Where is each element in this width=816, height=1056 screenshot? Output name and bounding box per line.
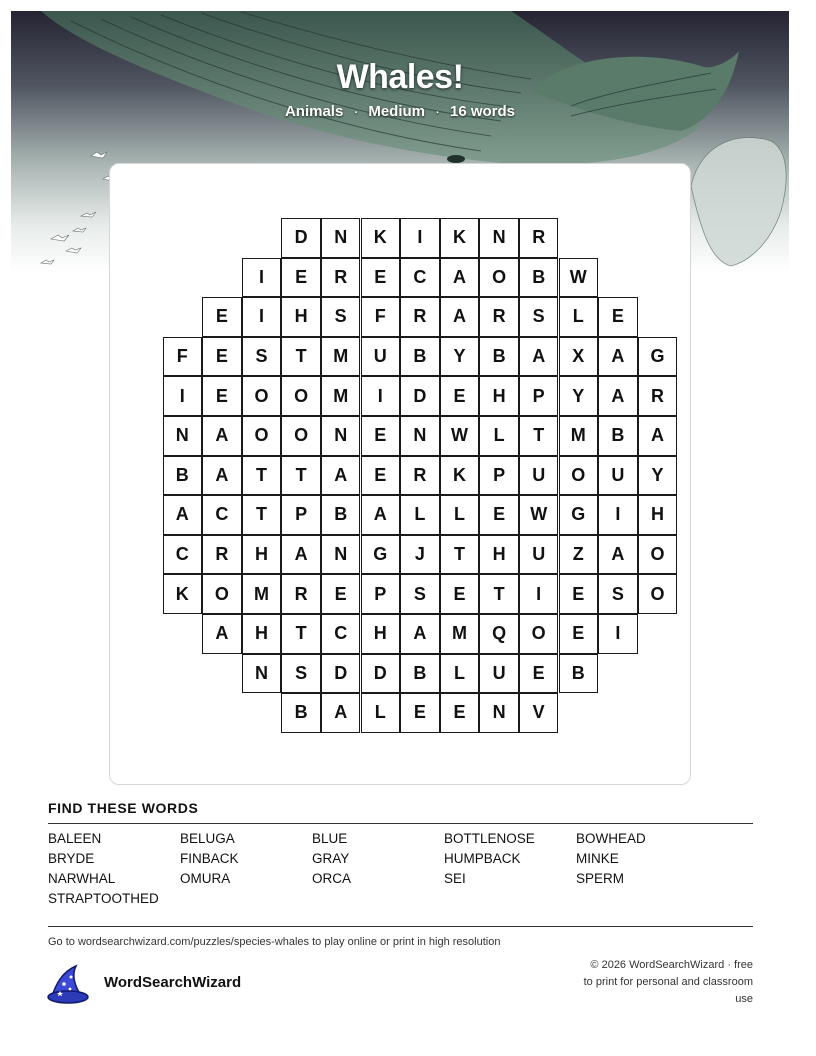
word-list-item: BOTTLENOSE (444, 831, 535, 846)
grid-cell: S (400, 574, 440, 614)
grid-cell: L (440, 654, 480, 694)
grid-cell: L (440, 495, 480, 535)
grid-cell: D (361, 654, 401, 694)
difficulty-label: Medium (368, 103, 425, 120)
grid-cell: B (281, 693, 321, 733)
grid-cell: H (361, 614, 401, 654)
grid-cell: E (598, 297, 638, 337)
grid-cell: B (598, 416, 638, 456)
grid-cell: M (321, 337, 361, 377)
grid-cell: N (400, 416, 440, 456)
brand-name: WordSearchWizard (104, 974, 242, 991)
meta-separator: · (435, 103, 440, 120)
grid-cell: U (479, 654, 519, 694)
grid-cell: G (559, 495, 599, 535)
grid-cell: S (321, 297, 361, 337)
grid-cell: T (281, 337, 321, 377)
word-list-item: MINKE (576, 851, 619, 866)
grid-cell: C (202, 495, 242, 535)
grid-cell: R (519, 218, 559, 258)
grid-cell: B (400, 654, 440, 694)
grid-cell: E (202, 337, 242, 377)
grid-cell: K (440, 456, 480, 496)
grid-cell: N (479, 218, 519, 258)
grid-cell: I (242, 258, 282, 298)
grid-cell: W (559, 258, 599, 298)
grid-cell: G (361, 535, 401, 575)
grid-cell: E (440, 574, 480, 614)
grid-cell: J (400, 535, 440, 575)
grid-cell: A (202, 456, 242, 496)
grid-cell: E (559, 614, 599, 654)
grid-cell: T (242, 495, 282, 535)
grid-cell: O (479, 258, 519, 298)
grid-cell: K (440, 218, 480, 258)
word-list-item: STRAPTOOTHED (48, 891, 159, 906)
grid-cell: N (321, 218, 361, 258)
grid-cell: D (321, 654, 361, 694)
grid-cell: E (202, 376, 242, 416)
word-count-label: 16 words (450, 103, 516, 120)
grid-cell: O (638, 574, 678, 614)
grid-cell: S (519, 297, 559, 337)
grid-cell: O (281, 416, 321, 456)
grid-cell: T (242, 456, 282, 496)
word-list-item: BELUGA (180, 831, 235, 846)
grid-cell: R (400, 297, 440, 337)
grid-cell: A (598, 535, 638, 575)
meta-separator: · (353, 103, 359, 120)
grid-cell: B (559, 654, 599, 694)
grid-cell: B (479, 337, 519, 377)
grid-cell: I (400, 218, 440, 258)
word-list-item: OMURA (180, 871, 231, 886)
grid-cell: T (281, 614, 321, 654)
grid-cell: S (281, 654, 321, 694)
grid-cell: B (321, 495, 361, 535)
grid-cell: B (519, 258, 559, 298)
grid-cell: H (638, 495, 678, 535)
grid-cell: L (400, 495, 440, 535)
grid-cell: A (321, 693, 361, 733)
grid-cell: M (242, 574, 282, 614)
grid-cell: H (479, 535, 519, 575)
grid-cell: O (559, 456, 599, 496)
grid-cell: O (519, 614, 559, 654)
grid-cell: E (440, 376, 480, 416)
grid-cell: X (559, 337, 599, 377)
grid-cell: N (321, 535, 361, 575)
grid-cell: A (440, 297, 480, 337)
grid-cell: T (479, 574, 519, 614)
grid-cell: V (519, 693, 559, 733)
grid-cell: R (321, 258, 361, 298)
grid-cell: Y (559, 376, 599, 416)
grid-cell: D (281, 218, 321, 258)
word-list-item: FINBACK (180, 851, 239, 866)
grid-cell: M (559, 416, 599, 456)
grid-cell: A (202, 416, 242, 456)
grid-cell: R (638, 376, 678, 416)
grid-cell: R (202, 535, 242, 575)
grid-cell: E (519, 654, 559, 694)
grid-cell: N (242, 654, 282, 694)
grid-cell: H (479, 376, 519, 416)
grid-cell: W (440, 416, 480, 456)
grid-cell: A (202, 614, 242, 654)
grid-cell: E (361, 456, 401, 496)
word-list-item: HUMPBACK (444, 851, 521, 866)
grid-cell: O (242, 416, 282, 456)
grid-cell: S (598, 574, 638, 614)
divider (48, 926, 753, 927)
grid-cell: I (598, 495, 638, 535)
grid-cell: M (440, 614, 480, 654)
grid-cell: K (361, 218, 401, 258)
grid-cell: P (519, 376, 559, 416)
grid-cell: P (281, 495, 321, 535)
word-list-item: ORCA (312, 871, 352, 886)
grid-cell: E (400, 693, 440, 733)
grid-cell: Y (440, 337, 480, 377)
grid-cell: B (400, 337, 440, 377)
grid-cell: N (479, 693, 519, 733)
grid-cell: C (321, 614, 361, 654)
word-list-item: NARWHAL (48, 871, 116, 886)
grid-cell: D (400, 376, 440, 416)
word-list-item: BALEEN (48, 831, 102, 846)
grid-cell: I (519, 574, 559, 614)
grid-cell: K (163, 574, 203, 614)
grid-cell: H (281, 297, 321, 337)
grid-cell: F (361, 297, 401, 337)
grid-cell: O (242, 376, 282, 416)
word-list-item: BRYDE (48, 851, 95, 866)
grid-cell: R (479, 297, 519, 337)
word-list-item: GRAY (312, 851, 350, 866)
grid-cell: T (519, 416, 559, 456)
grid-cell: A (440, 258, 480, 298)
copyright: © 2026 WordSearchWizard · free to print for personal and classroom use (583, 959, 753, 1005)
grid-cell: G (638, 337, 678, 377)
grid-cell: E (281, 258, 321, 298)
grid-cell: E (202, 297, 242, 337)
grid-cell: A (321, 456, 361, 496)
grid-cell: P (479, 456, 519, 496)
grid-cell: A (638, 416, 678, 456)
grid-cell: U (361, 337, 401, 377)
grid-cell: I (361, 376, 401, 416)
grid-cell: N (321, 416, 361, 456)
grid-cell: T (440, 535, 480, 575)
grid-cell: E (479, 495, 519, 535)
grid-cell: A (598, 376, 638, 416)
word-list-item: SEI (444, 871, 466, 886)
grid-cell: W (519, 495, 559, 535)
grid-cell: O (638, 535, 678, 575)
grid-cell: O (202, 574, 242, 614)
grid-cell: P (361, 574, 401, 614)
page-title: Whales! (336, 58, 464, 96)
grid-cell: I (242, 297, 282, 337)
grid-cell: E (321, 574, 361, 614)
grid-cell: M (321, 376, 361, 416)
word-list-item: SPERM (576, 871, 625, 886)
grid-cell: C (163, 535, 203, 575)
wizard-hat-icon (46, 962, 94, 1006)
grid-cell: A (281, 535, 321, 575)
grid-cell: L (479, 416, 519, 456)
divider (48, 823, 753, 824)
brand[interactable] (46, 962, 306, 1006)
grid-cell: S (242, 337, 282, 377)
grid-cell: Q (479, 614, 519, 654)
grid-cell: U (598, 456, 638, 496)
word-list-heading: FIND THESE WORDS (48, 800, 199, 816)
grid-cell: C (400, 258, 440, 298)
grid-cell: H (242, 535, 282, 575)
grid-cell: A (361, 495, 401, 535)
footer-note: Go to wordsearchwizard.com/puzzles/species-whales to play online or print in high resolution (48, 936, 501, 948)
grid-cell: L (559, 297, 599, 337)
grid-cell: R (281, 574, 321, 614)
grid-cell: A (598, 337, 638, 377)
grid-cell: A (400, 614, 440, 654)
grid-cell: I (598, 614, 638, 654)
grid-cell: F (163, 337, 203, 377)
grid-cell: U (519, 456, 559, 496)
grid-cell: E (361, 416, 401, 456)
category-label: Animals (284, 103, 344, 120)
grid-cell: Z (559, 535, 599, 575)
grid-cell: A (163, 495, 203, 535)
grid-cell: U (519, 535, 559, 575)
grid-cell: R (400, 456, 440, 496)
grid-cell: I (163, 376, 203, 416)
grid-cell: H (242, 614, 282, 654)
grid-cell: Y (638, 456, 678, 496)
grid-cell: B (163, 456, 203, 496)
puzzle-meta (0, 103, 800, 120)
grid-cell: E (440, 693, 480, 733)
grid-cell: T (281, 456, 321, 496)
grid-cell: N (163, 416, 203, 456)
grid-cell: O (281, 376, 321, 416)
grid-cell: A (519, 337, 559, 377)
word-list-item: BOWHEAD (576, 831, 646, 846)
grid-cell: E (361, 258, 401, 298)
grid-cell: E (559, 574, 599, 614)
grid-cell: L (361, 693, 401, 733)
word-list-item: BLUE (312, 831, 348, 846)
